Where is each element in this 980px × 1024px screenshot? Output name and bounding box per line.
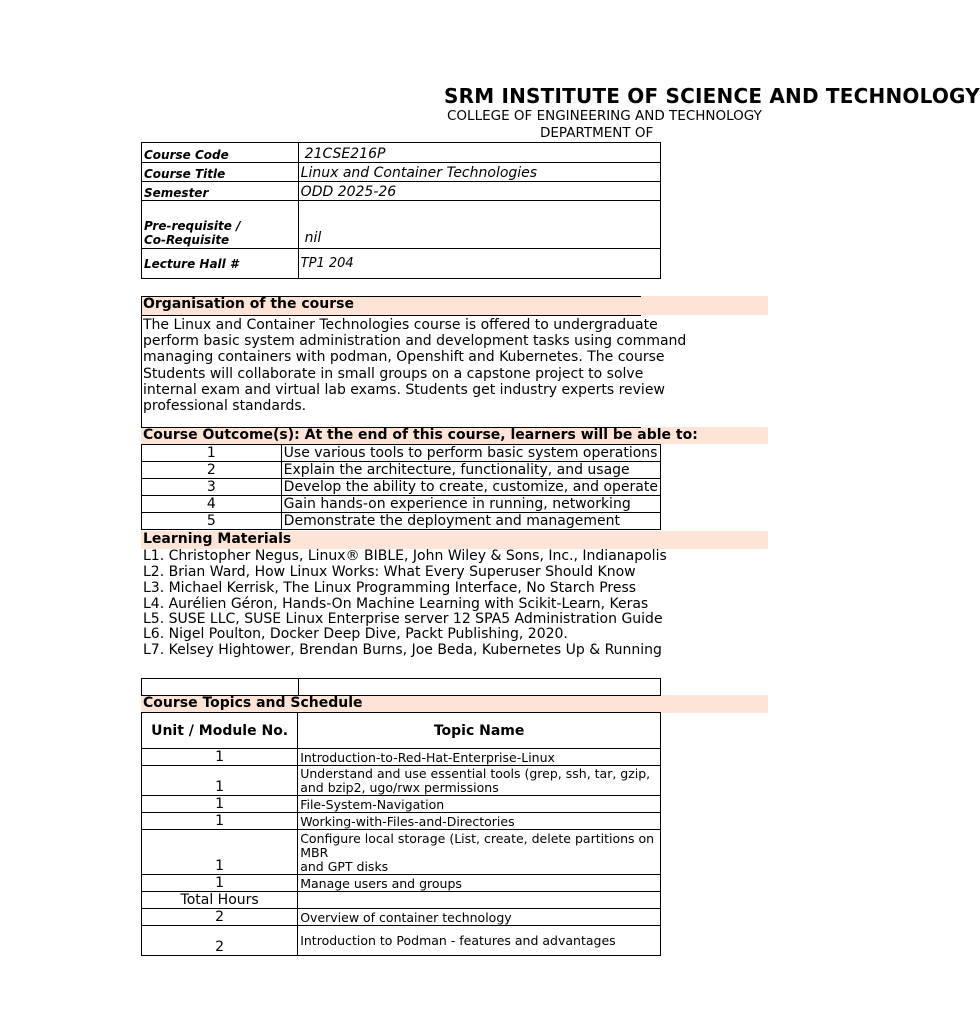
schedule-row (142, 749, 661, 766)
topic-name: Overview of container technology (298, 909, 661, 926)
schedule-table (141, 712, 661, 956)
outcome-text: Demonstrate the deployment and management (281, 513, 660, 530)
unit-number: 2 (142, 909, 298, 926)
organisation-line: internal exam and virtual lab exams. Students get industry experts review (143, 381, 665, 398)
outcomes-table (141, 444, 661, 530)
material-item: L3. Michael Kerrisk, The Linux Programming Interface, No Starch Press (143, 580, 637, 596)
material-item: L4. Aurélien Géron, Hands-On Machine Learning with Scikit-Learn, Keras (143, 596, 649, 612)
organisation-line: professional standards. (143, 398, 307, 415)
topic-name: Working-with-Files-and-Directories (298, 813, 661, 830)
empty-cell (142, 679, 299, 696)
empty-row (141, 678, 661, 696)
material-item: L7. Kelsey Hightower, Brendan Burns, Joe Beda, Kubernetes Up & Running (143, 642, 662, 658)
unit-number: 1 (142, 749, 298, 766)
department-name: DEPARTMENT OF (540, 125, 654, 141)
topic-line: Understand and use essential tools (grep, ssh, tar, gzip, (300, 766, 651, 781)
course-info-table (141, 142, 661, 279)
unit-number: 1 (142, 766, 298, 796)
schedule-row (142, 766, 661, 796)
outcome-row (142, 445, 661, 462)
material-item: L5. SUSE LLC, SUSE Linux Enterprise server 12 SPA5 Administration Guide (143, 611, 663, 627)
outcome-row (142, 462, 661, 479)
topic-name: Manage users and groups (298, 875, 661, 892)
unit-number: 1 (142, 875, 298, 892)
topic-name: Introduction to Podman - features and advantages (298, 926, 661, 956)
topic-line: Configure local storage (List, create, delete partitions on (300, 831, 655, 846)
schedule-heading: Course Topics and Schedule (143, 695, 363, 711)
unit-number: 2 (142, 926, 298, 956)
col-topic-header: Topic Name (298, 713, 661, 749)
topic-line: MBR (300, 845, 329, 860)
prereq-label-line2: Co-Requisite (144, 233, 230, 247)
organisation-line: The Linux and Container Technologies course is offered to undergraduate (143, 317, 658, 333)
outcome-number: 3 (142, 479, 282, 496)
schedule-row (142, 875, 661, 892)
unit-number: 1 (142, 796, 298, 813)
outcome-number: 1 (142, 445, 282, 462)
prereq-label-line1: Pre-requisite / (144, 219, 241, 233)
total-hours-value (298, 892, 661, 909)
course-code-label: Course Code (142, 143, 299, 163)
topic-line: and GPT disks (300, 859, 389, 874)
organisation-paragraph (143, 317, 686, 414)
organisation-line: managing containers with podman, Openshift and Kubernetes. The course (143, 349, 665, 366)
course-title-value: Linux and Container Technologies (298, 163, 660, 182)
material-item: L2. Brian Ward, How Linux Works: What Every Superuser Should Know (143, 564, 636, 580)
topic-name: File-System-Navigation (298, 796, 661, 813)
outcome-number: 2 (142, 462, 282, 479)
course-code-value: 21CSE216P (298, 143, 660, 163)
unit-number: 1 (142, 813, 298, 830)
organisation-heading: Organisation of the course (143, 296, 354, 312)
organisation-line: Students will collaborate in small groups on a capstone project to solve (143, 365, 644, 382)
outcome-text: Gain hands-on experience in running, networking (281, 496, 660, 513)
schedule-row (142, 909, 661, 926)
course-title-label: Course Title (142, 163, 299, 182)
prereq-label (142, 201, 299, 249)
schedule-row (142, 796, 661, 813)
schedule-row (142, 830, 661, 875)
schedule-row (142, 813, 661, 830)
material-item: L6. Nigel Poulton, Docker Deep Dive, Packt Publishing, 2020. (143, 626, 568, 642)
outcome-text: Use various tools to perform basic system operations (281, 445, 660, 462)
semester-value: ODD 2025-26 (298, 182, 660, 201)
topic-name (298, 766, 661, 796)
prereq-value: nil (298, 201, 660, 249)
outcome-row (142, 513, 661, 530)
unit-number: 1 (142, 830, 298, 875)
college-name: COLLEGE OF ENGINEERING AND TECHNOLOGY (447, 108, 762, 124)
outcomes-heading: Course Outcome(s): At the end of this course, learners will be able to: (143, 427, 698, 443)
lecture-hall-value: TP1 204 (298, 249, 660, 279)
material-item: L1. Christopher Negus, Linux® BIBLE, John Wiley & Sons, Inc., Indianapolis (143, 548, 667, 564)
outcome-text: Explain the architecture, functionality, and usage (281, 462, 660, 479)
outcome-row (142, 479, 661, 496)
total-hours-row (142, 892, 661, 909)
outcome-number: 4 (142, 496, 282, 513)
outcome-row (142, 496, 661, 513)
topic-name: Introduction-to-Red-Hat-Enterprise-Linux (298, 749, 661, 766)
institute-title: SRM INSTITUTE OF SCIENCE AND TECHNOLOGY (444, 84, 980, 108)
outcome-number: 5 (142, 513, 282, 530)
lecture-hall-label: Lecture Hall # (142, 249, 299, 279)
empty-cell (298, 679, 660, 696)
outcome-text: Develop the ability to create, customize, and operate (281, 479, 660, 496)
total-hours-label: Total Hours (142, 892, 298, 909)
topic-name (298, 830, 661, 875)
topic-line: and bzip2, ugo/rwx permissions (300, 780, 499, 795)
schedule-row (142, 926, 661, 956)
materials-heading: Learning Materials (143, 531, 292, 547)
semester-label: Semester (142, 182, 299, 201)
schedule-header-row (142, 713, 661, 749)
organisation-line: perform basic system administration and development tasks using command (143, 333, 687, 350)
col-unit-header: Unit / Module No. (142, 713, 298, 749)
